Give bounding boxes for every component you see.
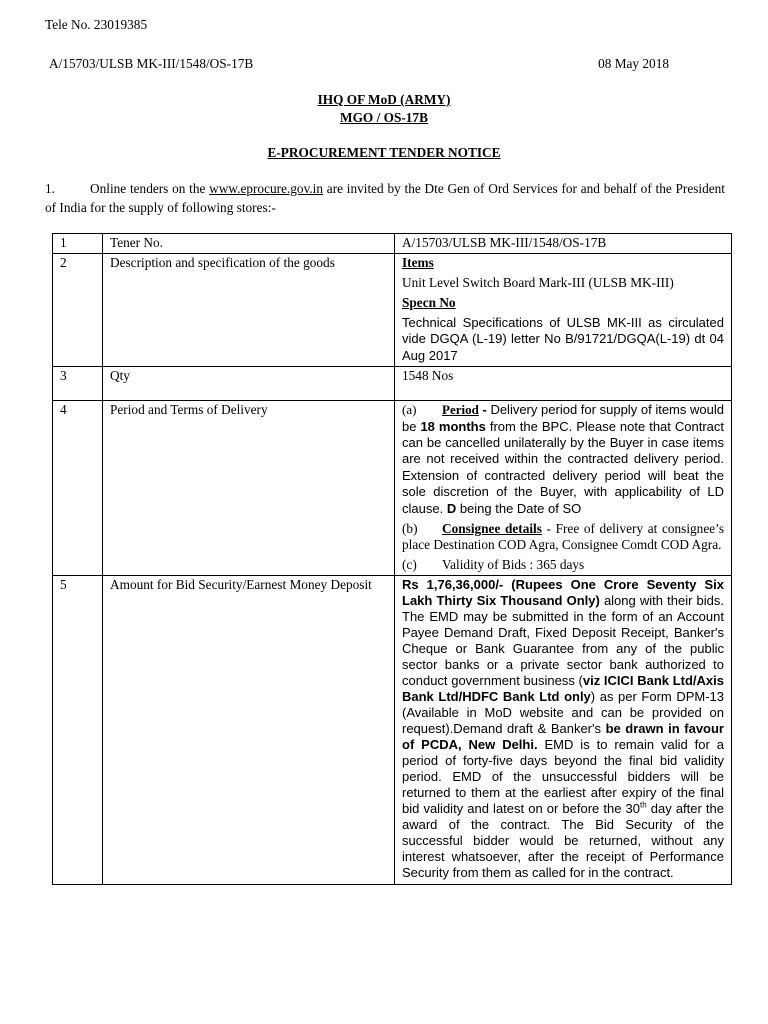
table-row: [53, 401, 732, 576]
items-heading: Items: [402, 255, 434, 270]
row-number: 4: [53, 401, 103, 576]
intro-paragraph: [45, 179, 725, 217]
row-label: Period and Terms of Delivery: [103, 401, 395, 576]
consignee-clause: [402, 521, 724, 553]
emd-superscript: th: [640, 800, 647, 810]
document-date: 08 May 2018: [598, 56, 669, 71]
row-value: A/15703/ULSB MK-III/1548/OS-17B: [395, 234, 732, 254]
emd-amount: Rs 1,76,36,000/- (Rupees One Crore Seventy Six Lakh Thirty Six Thousand Only): [402, 577, 724, 609]
period-text: from the BPC. Please note that Contract can be cancelled unilaterally by the Buyer in case items are not received within the contracted delivery period. Extension of contracted delivery period will beat the sole discretion of the Buyer, with applicability of LD clause.: [402, 418, 725, 516]
row-number: 2: [53, 254, 103, 367]
row-value: [395, 401, 732, 576]
period-clause: [402, 402, 724, 517]
validity-clause: [402, 557, 724, 573]
emd-text: day after the award of the contract. The Bid Security of the successful bidder would be returned, without any interest whatsoever, after the receipt of Performance Security from them as called for in the contract.: [402, 801, 724, 881]
row-label: Qty: [103, 367, 395, 401]
table-row: [53, 367, 732, 401]
intro-text-post: are invited by the Dte Gen of Ord Services for and behalf of the President of India for the supply of following stores:-: [45, 181, 725, 215]
row-value: [395, 254, 732, 367]
validity-text: Validity of Bids : 365 days: [442, 557, 585, 573]
emd-text: EMD is to remain valid for a period of forty-five days beyond the final bid validity period. EMD of the unsuccessful bidders will be returned to them at the earliest after expiry of the final bid validity and latest on or before the 30: [402, 737, 724, 817]
consignee-heading: Consignee details: [442, 521, 542, 537]
row-value: [395, 576, 732, 885]
paragraph-number: 1.: [45, 181, 55, 196]
period-dash: -: [478, 402, 491, 418]
reference-row: [49, 56, 669, 72]
reference-number: A/15703/ULSB MK-III/1548/OS-17B: [49, 56, 254, 71]
eprocure-link[interactable]: www.eprocure.gov.in: [209, 181, 324, 196]
organization-heading: IHQ OF MoD (ARMY): [317, 92, 451, 107]
emd-text: along with their bids. The EMD may be submitted in the form of an Account Payee Demand Draft, Fixed Deposit Receipt, Banker's Cheque or Bank Guarantee from any of the public sector banks or a private sector bank authorized to conduct government business (: [402, 593, 724, 689]
period-months: 18 months: [420, 418, 486, 434]
clause-marker: (b): [402, 521, 418, 537]
clause-marker: (a): [402, 402, 417, 418]
emd-text: ) as per Form DPM-13 (Available in MoD website and can be provided on request).Demand draft & Banker's: [402, 689, 724, 737]
intro-text-pre: Online tenders on the: [90, 181, 210, 196]
table-row: [53, 576, 732, 885]
emd-payee: be drawn in favour of PCDA, New Delhi.: [402, 721, 724, 753]
notice-title: E-PROCUREMENT TENDER NOTICE: [267, 145, 501, 160]
period-heading: Period: [442, 402, 479, 418]
emd-banks: viz ICICI Bank Ltd/Axis Bank Ltd/HDFC Bank Ltd only: [402, 673, 724, 705]
period-d: D: [446, 500, 457, 516]
table-row: [53, 234, 732, 254]
period-text: being the Date of SO: [456, 500, 582, 516]
row-number: 5: [53, 576, 103, 885]
row-label: Tener No.: [103, 234, 395, 254]
row-label: Amount for Bid Security/Earnest Money Deposit: [103, 576, 395, 885]
row-label: Description and specification of the goods: [103, 254, 395, 367]
specn-text: Technical Specifications of ULSB MK-III as circulated vide DGQA (L-19) letter No B/91721/DGQA(L-19) dt 04 Aug 2017: [402, 315, 724, 363]
tender-table: [52, 233, 732, 885]
row-number: 1: [53, 234, 103, 254]
branch-heading: MGO / OS-17B: [340, 110, 428, 125]
items-text: Unit Level Switch Board Mark-III (ULSB MK-III): [402, 275, 674, 290]
row-value: 1548 Nos: [395, 367, 732, 401]
clause-marker: (c): [402, 557, 417, 573]
consignee-text: - Free of delivery at consignee’s place Destination COD Agra, Consignee Comdt COD Agra.: [402, 521, 725, 553]
specn-heading: Specn No: [402, 295, 456, 310]
row-number: 3: [53, 367, 103, 401]
period-text: Delivery period for supply of items would be: [402, 402, 724, 434]
table-row: [53, 254, 732, 367]
telephone-number: Tele No. 23019385: [45, 17, 148, 32]
